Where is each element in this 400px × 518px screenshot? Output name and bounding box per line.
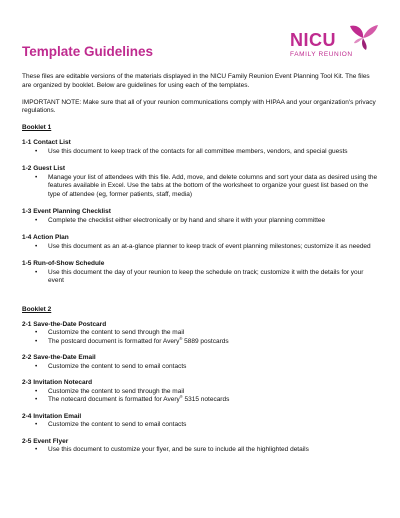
section-title: 1-5 Run-of-Show Schedule [22, 260, 105, 268]
list-item-text: 5315 notecards [182, 396, 230, 404]
bullet-list [22, 174, 378, 200]
list-item [22, 217, 378, 226]
document-body [22, 44, 378, 463]
list-item-text: Customize the content to send through the mail [48, 329, 185, 337]
bullet-list [22, 363, 378, 372]
list-item-text: The notecard document is formatted for Avery [48, 396, 180, 404]
bullet-list [22, 269, 378, 286]
section-title: 2-3 Invitation Notecard [22, 379, 93, 387]
section-title: 1-1 Contact List [22, 139, 71, 147]
list-item-text: Customize the content to send to email contacts [48, 421, 187, 429]
list-item-text: Manage your list of attendees with this file. Add, move, and delete columns and sort your data as desired using the features available in Excel. Use the tabs at the bottom of the worksheet to organize your guest list based on the type of attendee (eg, former patients, staff, media) [48, 173, 378, 198]
booklet-2-heading: Booklet 2 [22, 305, 52, 313]
bullet-list [22, 329, 378, 346]
list-item-text: Use this document to customize your flyer, and be sure to include all the highlighted details [48, 446, 309, 454]
bullet-list [22, 217, 378, 226]
bullet-icon: • [35, 268, 38, 276]
bullet-icon: • [35, 147, 38, 155]
list-item [22, 396, 378, 405]
important-note: IMPORTANT NOTE: Make sure that all of your reunion communications comply with HIPAA and your organization's privacy regulations. [22, 98, 376, 115]
list-item [22, 421, 378, 430]
bullet-icon: • [35, 396, 38, 404]
list-item [22, 446, 378, 455]
section-title: 2-4 Invitation Email [22, 412, 82, 420]
logo-subtitle: FAMILY REUNION [290, 51, 353, 58]
bullet-icon: • [35, 446, 38, 454]
list-item-text: Use this document the day of your reunion to keep the schedule on track; customize it with the details for your event [48, 268, 364, 285]
list-item-text: Use this document as an at-a-glance planner to keep track of event planning milestones; customize it as needed [48, 242, 371, 250]
bullet-icon: • [35, 362, 38, 370]
section-2-5 [22, 438, 378, 455]
list-item [22, 243, 378, 252]
bullet-list [22, 446, 378, 455]
bullet-icon: • [35, 421, 38, 429]
list-item-text: Use this document to keep track of the contacts for all committee members, vendors, and special guests [48, 147, 348, 155]
page-title: Template Guidelines [22, 44, 154, 59]
list-item-text: Customize the content to send through the mail [48, 387, 185, 395]
bullet-icon: • [35, 337, 38, 345]
section-1-3 [22, 208, 378, 225]
bullet-list [22, 243, 378, 252]
intro-paragraph: These files are editable versions of the materials displayed in the NICU Family Reunion Event Planning Tool Kit. The files are organized by booklet. Below are guidelines for using each of the templates. [22, 73, 370, 89]
section-title: 2-1 Save-the-Date Postcard [22, 320, 107, 328]
bullet-list [22, 148, 378, 157]
list-item-text: Customize the content to send to email contacts [48, 362, 187, 370]
bullet-icon: • [35, 387, 38, 395]
list-item [22, 174, 378, 200]
section-title: 1-3 Event Planning Checklist [22, 208, 111, 216]
section-1-5 [22, 260, 378, 286]
bullet-icon: • [35, 329, 38, 337]
list-item [22, 329, 378, 338]
section-title: 1-4 Action Plan [22, 234, 69, 242]
bullet-icon: • [35, 242, 38, 250]
section-2-4 [22, 413, 378, 430]
bullet-icon: • [35, 216, 38, 224]
bullet-list [22, 421, 378, 430]
registered-mark: ® [179, 394, 183, 400]
bullet-list [22, 388, 378, 405]
list-item [22, 363, 378, 372]
registered-mark: ® [179, 335, 183, 341]
section-2-3 [22, 379, 378, 405]
section-title: 2-2 Save-the-Date Email [22, 354, 96, 362]
section-title: 1-2 Guest List [22, 165, 65, 173]
section-1-1 [22, 139, 378, 156]
section-title: 2-5 Event Flyer [22, 437, 69, 445]
list-item-text: 5889 postcards [182, 337, 229, 345]
list-item-text: Complete the checklist either electronically or by hand and share it with your planning committee [48, 216, 326, 224]
list-item-text: The postcard document is formatted for Avery [48, 337, 180, 345]
list-item [22, 269, 378, 286]
section-2-2 [22, 354, 378, 371]
section-1-2 [22, 165, 378, 199]
logo-word: NICU [290, 30, 336, 50]
list-item [22, 335, 378, 347]
bullet-icon: • [35, 173, 38, 181]
section-1-4 [22, 234, 378, 251]
section-2-1 [22, 321, 378, 347]
list-item [22, 148, 378, 157]
booklet-1-heading: Booklet 1 [22, 124, 52, 132]
